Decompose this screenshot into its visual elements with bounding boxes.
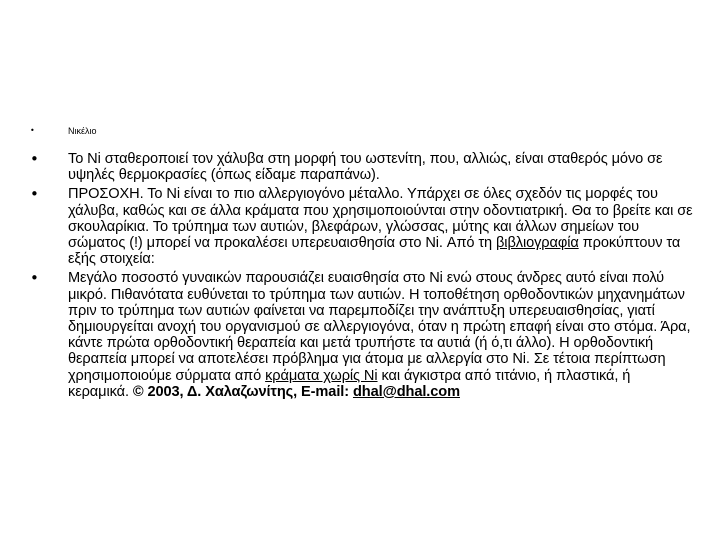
list-item xyxy=(30,186,695,267)
bullet-icon: • xyxy=(30,269,39,288)
bullet-icon: • xyxy=(30,126,35,135)
heading-text: Νικέλιο xyxy=(68,126,97,136)
bullet-icon: • xyxy=(30,150,39,168)
paragraph-text: ΠΡΟΣΟΧΗ. Το Ni είναι το πιο αλλεργιογόνο μέταλλο. Υπάρχει σε όλες σχεδόν τις μορφές του χάλυβα, καθώς και σε άλλα κράματα που χρησιμοποιούνται στην οδοντιατρική. Θα το βρείτε και σε σκουλαρίκια. Το τρύπημα των αυτιών, βλεφάρων, γλώσσας, μύτης και άλλων σημείων του σώματος (!) μπορεί να προκαλέσει υπερευαισθησία στο Ni. Από τη xyxy=(68,186,693,252)
list-item-heading xyxy=(30,125,695,137)
bullet-icon: • xyxy=(30,185,39,204)
list-item xyxy=(30,151,695,183)
bullet-list xyxy=(30,125,695,403)
paragraph-text-middle: και άγκιστρα από τιτάνιο, ή πλαστικά, ή κεραμικά. xyxy=(68,367,631,400)
paragraph-text: Το Ni σταθεροποιεί τον χάλυβα στη μορφή του ωστενίτη, που, αλλιώς, είναι σταθερός μόνο σε υψηλές θερμοκρασίες (όπως είδαμε παραπάνω). xyxy=(68,151,663,184)
bibliography-link[interactable]: βιβλιογραφία xyxy=(496,235,579,252)
copyright-text: © 2003, Δ. Χαλαζωνίτης, E-mail: xyxy=(132,383,349,400)
paragraph-text-after-link: προκύπτουν τα εξής στοιχεία: xyxy=(68,235,681,268)
nickel-free-alloys-link[interactable]: κράματα χωρίς Ni xyxy=(265,367,378,384)
paragraph-text: Μεγάλο ποσοστό γυναικών παρουσιάζει ευαισθησία στο Ni ενώ στους άνδρες αυτό είναι πολύ μικρό. Πιθανότατα ευθύνεται το τρύπημα των αυτιών. Η τοποθέτηση ορθοδοντικών μηχανημάτων πριν το τρύπημα των αυτιών φαίνεται να παρεμποδίζει την ανάπτυξη υπερευαισθησίας, γιατί δημιουργείται ανοχή του οργανισμού σε αλλεργιογόνα, όταν η πρώτη επαφή είναι στο στόμα. Άρα, κάντε πρώτα ορθοδοντική θεραπεία και μετά τρυπήστε τα αυτιά (ή ό,τι άλλο). Η ορθοδοντική θεραπεία μπορεί να αποτελέσει πρόβλημα για άτομα με αλλεργία στο Ni. Σε τέτοια περίπτωση χρησιμοποιούμε σύρματα από xyxy=(68,270,691,384)
email-link[interactable]: dhal@dhal.com xyxy=(352,383,460,400)
list-item xyxy=(30,270,695,400)
